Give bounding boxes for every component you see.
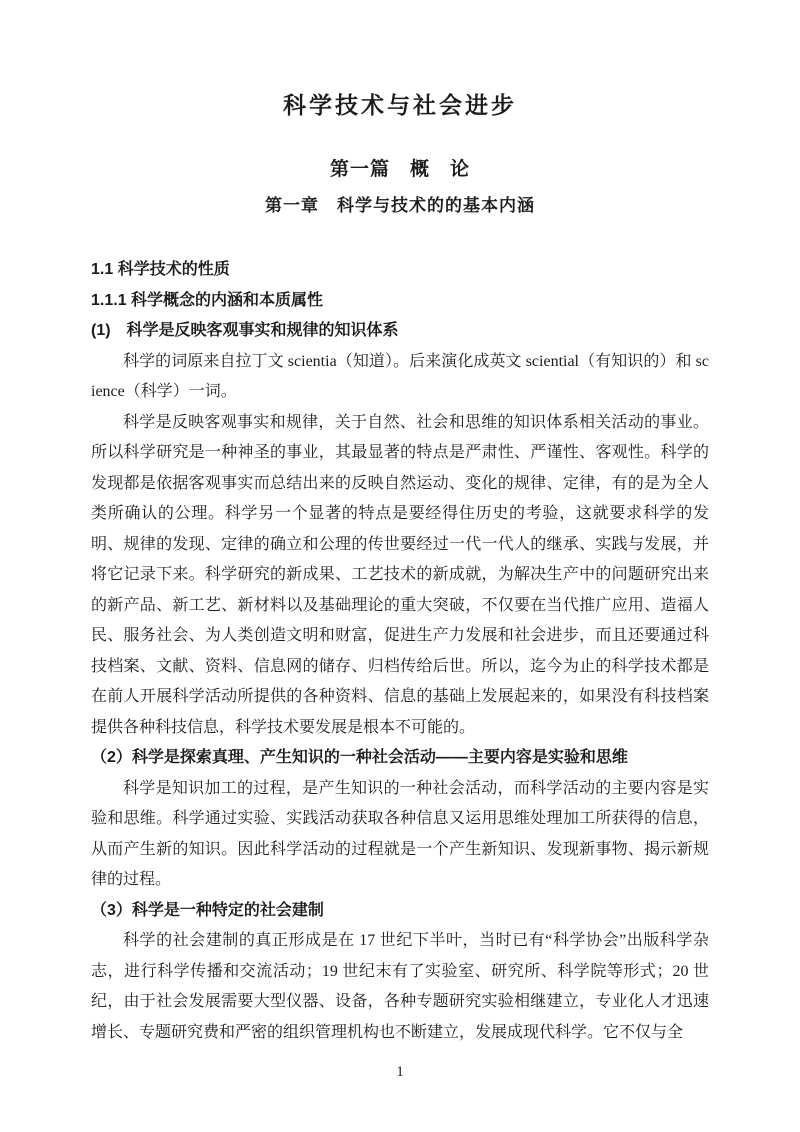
point-3-heading: （3）科学是一种特定的社会建制 bbox=[91, 901, 324, 919]
chapter-heading: 第一章 科学与技术的的基本内涵 bbox=[265, 196, 535, 215]
point-2-paragraph-1: 科学是知识加工的过程，是产生知识的一种社会活动，而科学活动的主要内容是实验和思维。科学通过实验、实践活动获取各种信息又运用思维处理加工所获得的信息，从而产生新的知识。因此科学活动的过程就是一个产生新知识、发现新事物、揭示新规律的过程。 bbox=[91, 779, 709, 888]
point-1-paragraph-2: 科学是反映客观事实和规律，关于自然、社会和思维的知识体系相关活动的事业。所以科学研究是一种神圣的事业，其最显著的特点是严肃性、严谨性、客观性。科学的发现都是依据客观事实而总结出来的反映自然运动、变化的规律、定律，有的是为全人类所确认的公理。科学另一个显著的特点是要经得住历史的考验，这就要求科学的发明、规律的发现、定律的确立和公理的传世要经过一代一代人的继承、实践与发展，并将它记录下来。科学研究的新成果、工艺技术的新成就，为解决生产中的问题研究出来的新产品、新工艺、新材料以及基础理论的重大突破，不仅要在当代推广应用、造福人民、服务社会、为人类创造文明和财富，促进生产力发展和社会进步，而且还要通过科技档案、文献、资料、信息网的储存、归档传给后世。所以，迄今为止的科学技术都是在前人开展科学活动所提供的各种资料、信息的基础上发展起来的，如果没有科技档案提供各种科技信息，科学技术要发展是根本不可能的。 bbox=[91, 413, 709, 736]
section-heading-1-1: 1.1 科学技术的性质 bbox=[91, 261, 230, 278]
subsection-heading-1-1-1: 1.1.1 科学概念的内涵和本质属性 bbox=[91, 291, 324, 309]
point-1-heading: (1) 科学是反映客观事实和规律的知识体系 bbox=[91, 322, 399, 339]
point-2-heading: （2）科学是探索真理、产生知识的一种社会活动——主要内容是实验和思维 bbox=[91, 749, 628, 766]
point-1-paragraph-1: 科学的词原来自拉丁文 scientia（知道）。后来演化成英文 sciential（有知识的）和 science（科学）一词。 bbox=[91, 352, 709, 400]
document-title: 科学技术与社会进步 bbox=[283, 92, 517, 118]
page-number: 1 bbox=[396, 1064, 404, 1080]
point-3-paragraph-1: 科学的社会建制的真正形成是在 17 世纪下半叶，当时已有“科学协会”出版科学杂志，进行科学传播和交流活动；19 世纪末有了实验室、研究所、科学院等形式；20 世纪，由于社会发展需要大型仪器、设备，各种专题研究实验相继建立，专业化人才迅速增长、专题研究费和严密的组织管理机构也不断建立，发展成现代科学。它不仅与全 bbox=[91, 932, 709, 1041]
part-heading: 第一篇 概 论 bbox=[329, 159, 470, 180]
